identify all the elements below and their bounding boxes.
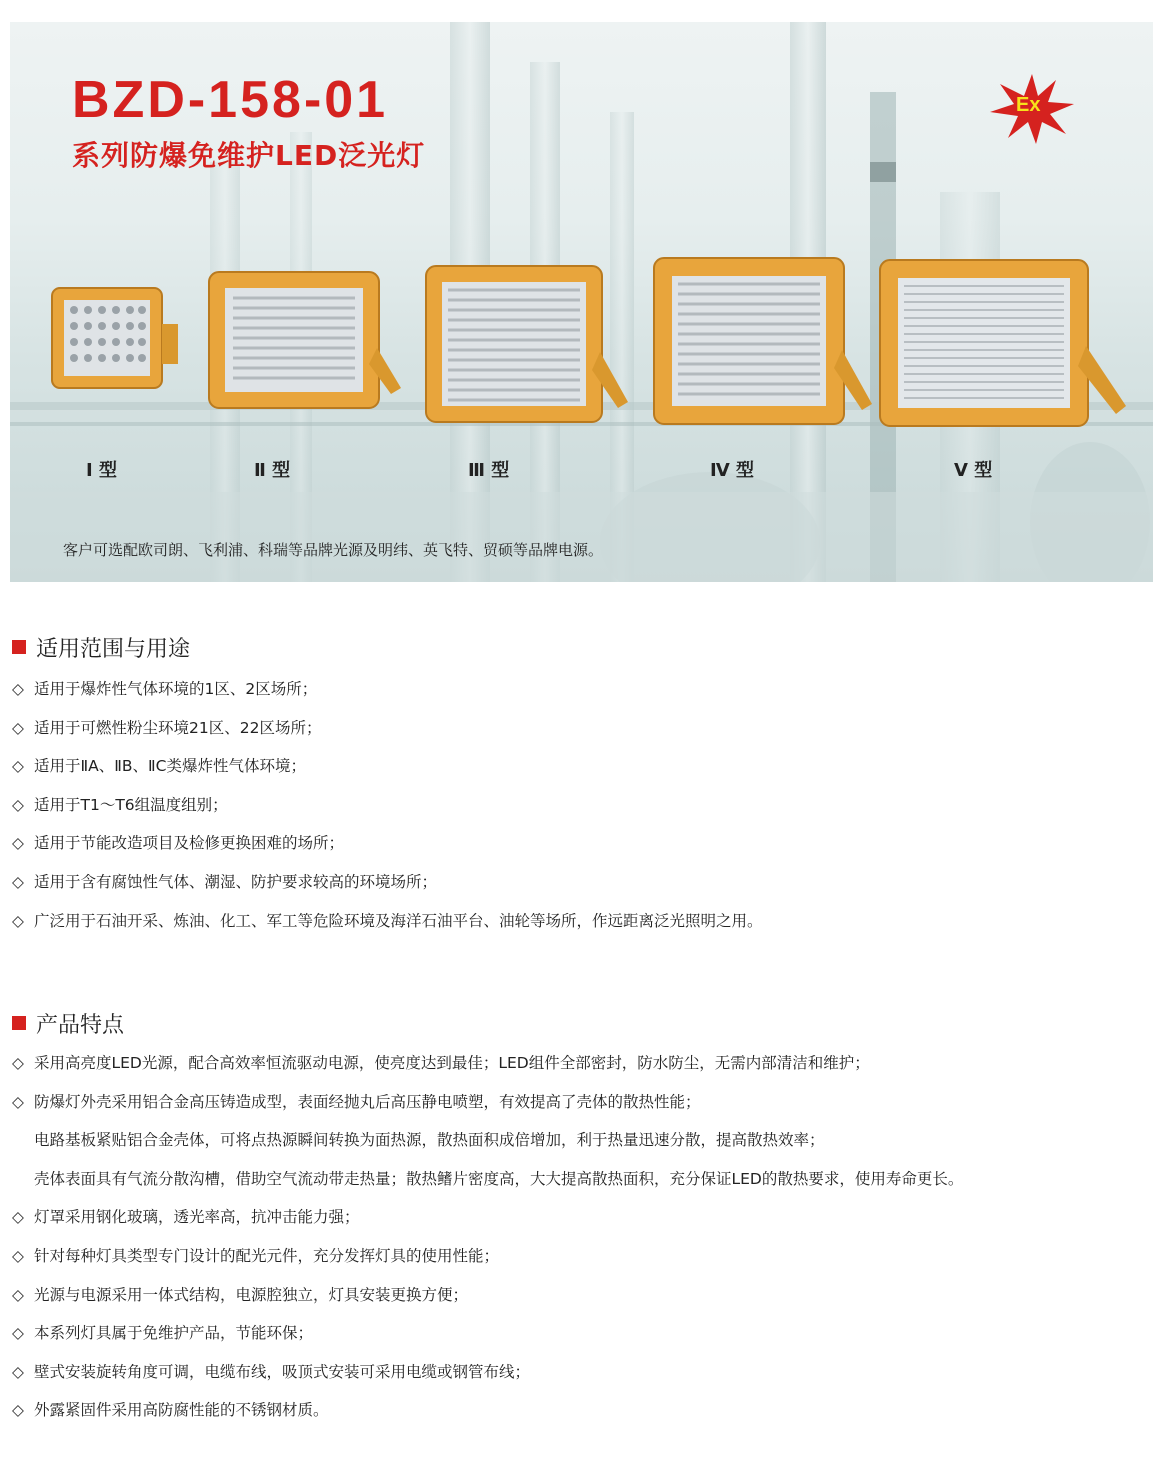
scope-list-item — [12, 747, 1152, 786]
diamond-bullet-icon: ◇ — [12, 1362, 24, 1381]
feature-item-text: 外露紧固件采用高防腐性能的不锈钢材质。 — [34, 1401, 329, 1420]
scope-list-item — [12, 902, 1152, 941]
feature-list-item — [12, 1314, 1152, 1353]
diamond-bullet-icon: ◇ — [12, 1324, 24, 1343]
diamond-bullet-icon: ◇ — [12, 911, 24, 930]
lamp-type-1-image — [42, 284, 182, 396]
scope-list-item — [12, 824, 1152, 863]
scope-item-text: 适用于节能改造项目及检修更换困难的场所； — [34, 834, 345, 853]
lamp-type-4-label: Ⅳ 型 — [710, 460, 755, 481]
diamond-bullet-icon: ◇ — [12, 834, 24, 853]
feature-item-text: 本系列灯具属于免维护产品，节能环保； — [34, 1324, 314, 1343]
scope-item-text: 适用于可燃性粉尘环境21区、22区场所； — [34, 718, 322, 737]
diamond-bullet-icon: ◇ — [12, 680, 24, 698]
product-model-title: BZD-158-01 — [72, 71, 389, 129]
feature-list-item — [12, 1353, 1152, 1392]
ex-explosion-proof-badge — [990, 74, 1074, 144]
feature-list-item — [12, 1198, 1152, 1237]
feature-list-item — [12, 1160, 1152, 1199]
diamond-bullet-icon: ◇ — [12, 1208, 24, 1227]
lamp-type-3-label: Ⅲ 型 — [468, 460, 510, 481]
red-square-marker-icon — [12, 640, 26, 654]
feature-item-text: 电路基板紧贴铝合金壳体，可将点热源瞬间转换为面热源，散热面积成倍增加，利于热量迅速分散，提高散热效率； — [34, 1131, 825, 1150]
lamp-type-5-label: Ⅴ 型 — [954, 460, 993, 481]
lamp-type-3-image — [422, 262, 632, 432]
feature-list-item — [12, 1121, 1152, 1160]
diamond-bullet-icon: ◇ — [12, 718, 24, 737]
feature-item-text: 壳体表面具有气流分散沟槽，借助空气流动带走热量；散热鳍片密度高，大大提高散热面积，充分保证LED的散热要求，使用寿命更长。 — [34, 1169, 964, 1188]
lamp-type-2-label: Ⅱ 型 — [254, 460, 291, 481]
diamond-bullet-icon: ◇ — [12, 795, 24, 814]
diamond-bullet-icon: ◇ — [12, 1092, 24, 1111]
feature-list-item — [12, 1044, 1152, 1083]
feature-item-text: 光源与电源采用一体式结构，电源腔独立，灯具安装更换方便； — [34, 1285, 469, 1304]
application-scope-section — [12, 630, 1152, 940]
section-heading — [12, 1006, 1152, 1040]
scope-list-item — [12, 709, 1152, 748]
feature-item-text: 采用高亮度LED光源，配合高效率恒流驱动电源，使亮度达到最佳；LED组件全部密封，防水防尘，无需内部清洁和维护； — [34, 1054, 870, 1072]
feature-item-text: 防爆灯外壳采用铝合金高压铸造成型，表面经抛丸后高压静电喷塑，有效提高了壳体的散热性能； — [34, 1092, 701, 1111]
feature-list-item — [12, 1276, 1152, 1315]
scope-list — [12, 670, 1152, 940]
brand-options-note: 客户可选配欧司朗、飞利浦、科瑞等品牌光源及明纬、英飞特、贸硕等品牌电源。 — [63, 541, 604, 559]
feature-item-text: 壁式安装旋转角度可调，电缆布线，吸顶式安装可采用电缆或钢管布线； — [34, 1362, 531, 1381]
feature-list-item — [12, 1083, 1152, 1122]
red-square-marker-icon — [12, 1016, 26, 1030]
scope-list-item — [12, 670, 1152, 709]
diamond-bullet-icon: ◇ — [12, 1054, 24, 1072]
ex-badge-text: Ex — [1016, 94, 1041, 116]
scope-list-item — [12, 863, 1152, 902]
diamond-bullet-icon: ◇ — [12, 1246, 24, 1265]
section-title: 产品特点 — [36, 1012, 125, 1038]
diamond-bullet-icon: ◇ — [12, 1285, 24, 1304]
scope-item-text: 广泛用于石油开采、炼油、化工、军工等危险环境及海洋石油平台、油轮等场所，作远距离泛光照明之用。 — [34, 911, 763, 930]
scope-item-text: 适用于T1～T6组温度组别； — [34, 795, 228, 814]
product-series-subtitle: 系列防爆免维护LED泛光灯 — [72, 139, 426, 172]
product-features-section — [12, 1006, 1152, 1430]
scope-item-text: 适用于含有腐蚀性气体、潮湿、防护要求较高的环境场所； — [34, 872, 438, 891]
scope-item-text: 适用于爆炸性气体环境的1区、2区场所； — [34, 680, 318, 698]
lamp-type-1-label: Ⅰ 型 — [86, 460, 117, 481]
feature-item-text: 灯罩采用钢化玻璃，透光率高，抗冲击能力强； — [34, 1208, 360, 1227]
diamond-bullet-icon: ◇ — [12, 1401, 24, 1420]
lamp-type-2-image — [205, 268, 405, 418]
lamp-type-4-image — [650, 254, 875, 434]
feature-list-item — [12, 1391, 1152, 1430]
feature-list-item — [12, 1237, 1152, 1276]
feature-item-text: 针对每种灯具类型专门设计的配光元件，充分发挥灯具的使用性能； — [34, 1246, 500, 1265]
diamond-bullet-icon: ◇ — [12, 872, 24, 891]
scope-list-item — [12, 786, 1152, 825]
section-title: 适用范围与用途 — [36, 636, 191, 662]
features-list — [12, 1044, 1152, 1430]
product-banner — [10, 22, 1153, 582]
diamond-bullet-icon: ◇ — [12, 757, 24, 776]
section-heading — [12, 630, 1152, 664]
scope-item-text: 适用于ⅡA、ⅡB、ⅡC类爆炸性气体环境； — [34, 757, 306, 776]
lamp-type-5-image — [876, 256, 1131, 436]
